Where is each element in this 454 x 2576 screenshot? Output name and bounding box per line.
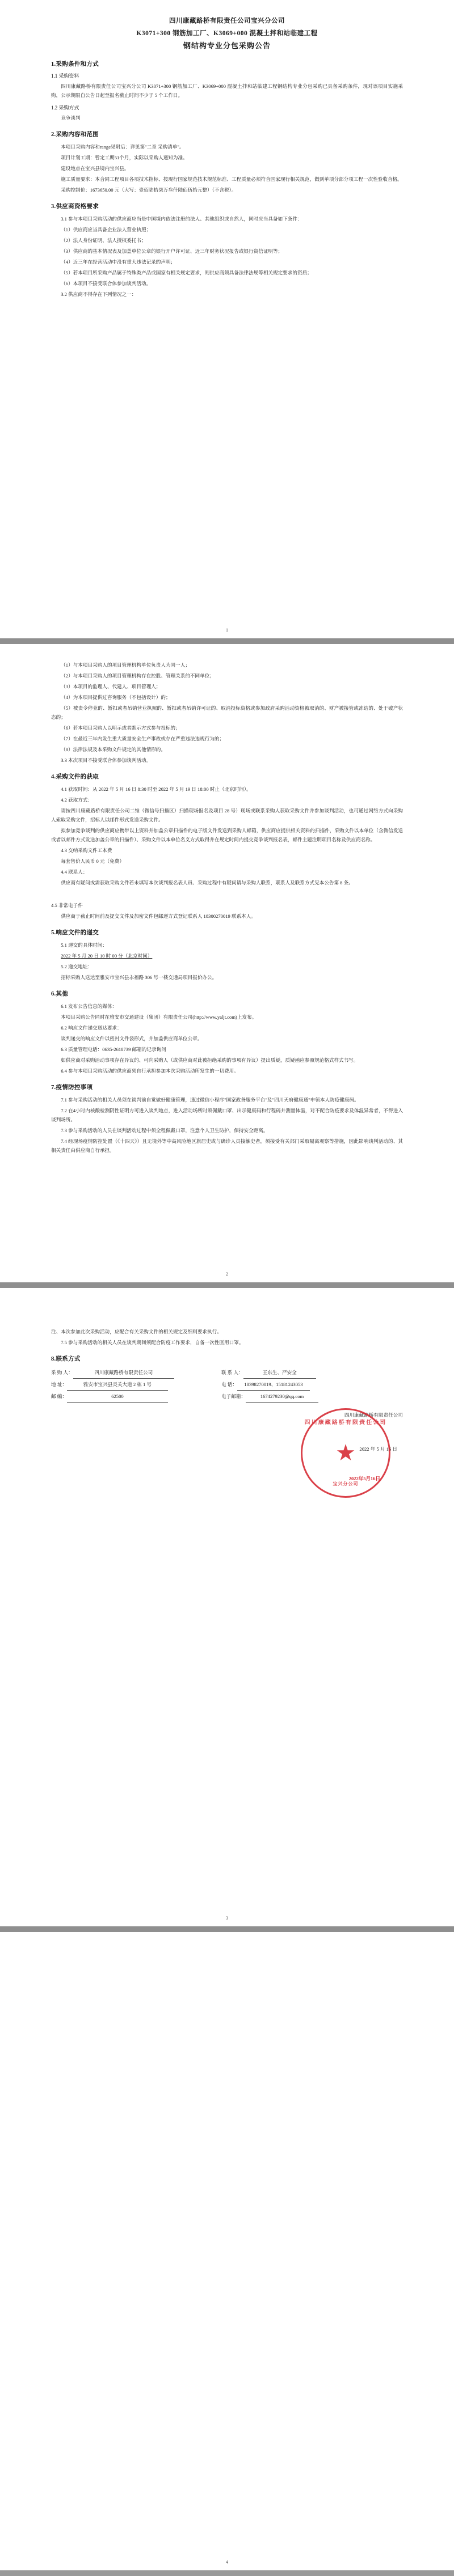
section-3-item-8: （8）法律法规及本采购文件规定的其他情形的。 (61, 747, 166, 752)
section-4-para-1: 4.1 获取时间：从 2022 年 5 月 16 日 8:30 时至 2022 年 5 月 19 日 18:00 时止（北京时间）。 (61, 786, 251, 792)
contact-label-address: 地 址： (51, 1382, 67, 1387)
section-4-para-8: 供应商有疑问或需获取采购文件若未填写本次谈判报名表人员、采购过程中有疑问请与采购人联系，联系人及联系方式见本公告第 8 条。 (61, 880, 354, 886)
section-3-item-5: （5）被责令停业的、暂扣或者吊销营业执照的、暂扣或者吊销许可证的、取消投标资格或参加政府采购活动资格被取消的、财产被接管或冻结的、处于破产状态的； (51, 705, 403, 720)
section-6-para-6: 如供应商对采购活动事项存在异议的、可向采购人（或供应商对此被拒绝采购的事项有异议）提出质疑，质疑函应参照规范格式样式书写。 (61, 1057, 359, 1063)
seal-star-icon: ★ (335, 1440, 356, 1465)
contact-value-phone: 18398270019、15181243053 (237, 1379, 310, 1391)
section-4-para-3: 请按四川康藏路桥有限责任公司二维（微信号扫描区）扫描现场报名及项目 28 号）现场或联系采购人获取采购文件并参加谈判活动，也可通过网络方式向采购人索取采购文件，招标人以邮件形式发送采购文件。 (51, 808, 403, 823)
section-3-para-6: （5）若本项目所采购产品属于特殊类产品或国家有相关规定要求，则供应商须具备法律法规等相关规定要求的资质； (61, 270, 312, 276)
subsection-1-2-para: 竞争谈判 (61, 115, 81, 121)
contact-value-purchaser: 四川康藏路桥有限责任公司 (73, 1367, 174, 1379)
section-4-para-6: 每套售价人民币 0 元（免费） (61, 858, 124, 864)
section-2-para-1: 本项目采购内容和range见附后：详见第"二章 采购清单"。 (61, 144, 184, 150)
section-7-para-2: 7.2 在4小时内核酸检测阴性证明方可进入谈判地点，进入活动场所时须佩戴口罩、出示健康码和行程码并测量体温，对不配合防疫要求及体温异常者，不得进入谈判场所。 (51, 1108, 403, 1122)
section-7-para-4: 7.4 经现场疫情防控处置（《十四天》）且无境外等中高风险地区旅居史或与确诊人员接触史者，须接受有关部门采取隔离观察等措施，因此影响谈判活动的、其相关责任由供应商自行承担。 (51, 1138, 403, 1153)
subsection-1-1-title: 1.1 采购资料 (51, 73, 79, 79)
title-line-2: K3071+300 钢筋加工厂、K3069+000 混凝土拌和站临建工程 (136, 30, 318, 37)
contact-label-person: 联 系 人： (221, 1370, 243, 1375)
section-5-para-3: 5.2 递交地址： (61, 964, 93, 969)
section-6-para-1: 6.1 发布公告信息的媒体： (61, 1003, 117, 1009)
section-4-para-2: 4.2 获取方式： (61, 797, 93, 803)
seal-bottom-text: 宝兴分公司 (333, 1481, 359, 1486)
section-6-para-3: 6.2 响应文件递交送达要求： (61, 1025, 122, 1031)
section-heading-6: 6.其他 (51, 991, 69, 997)
document-page-2 (0, 644, 454, 1282)
section-heading-3: 3.供应商资格要求 (51, 204, 99, 210)
section-2-para-3: 建设地点在宝兴县境内宝兴县。 (61, 166, 129, 171)
document-page-4 (0, 1932, 454, 2570)
contact-value-address: 雅安市宝兴县灵关大道 2 栋 1 号 (67, 1379, 168, 1391)
section-3-para-8: 3.2 供应商不得存在下列情况之一： (61, 291, 137, 297)
section-heading-8: 8.联系方式 (51, 1356, 81, 1362)
section-3-item-1: （1）与本项目采购人的项目管理机构单位负责人为同一人； (61, 662, 190, 668)
seal-date-text: 2022年5月16日 (348, 1476, 380, 1481)
signature-org: 四川康藏路桥有限责任公司 (344, 1412, 403, 1418)
section-3-item-4: （4）为本项目提供过咨询服务（不包括设计）的； (61, 694, 171, 700)
seal-top-text: 四川康藏路桥有限责任公司 (304, 1420, 387, 1426)
contact-value-email: 1674279230@qq.com (246, 1391, 318, 1403)
section-4-tail-2: 供应商于截止时间前及提交文件及加密文件包邮递方式登记联系人 18300270019 联系本人。 (61, 913, 256, 919)
contact-label-phone: 电 话： (221, 1382, 237, 1387)
section-3-item-7: （7）在最近三年内发生重大质量安全生产事故或存在严重违法违规行为的； (61, 736, 225, 742)
section-4-para-7: 4.4 联系人： (61, 869, 88, 875)
subsection-1-1-para: 四川康藏路桥有限责任公司宝兴分公司 K3071+300 钢筋加工厂、K3069+000 混凝土拌和站临建工程钢结构专业分包采购已具备采购条件，现对该项目实施采购，公示期限自公告日起至报名截止时间不少于 5 个工作日。 (51, 83, 403, 98)
section-4-para-4: 拟参加竞争谈判的供应商应携带以上资料并加盖公章扫描件的电子版文件发送到采购人邮箱，供应商应提供相关资料的扫描件，采购文件以本单位（含微信发送或者以邮件方式发送加盖公章的扫描件）、采购文件以本单位名义方式取得并在规定时间内提交竞争谈判报名表，邮件主题注明项目名称及供应商名称。 (51, 828, 403, 842)
section-heading-1: 1.采购条件和方式 (51, 61, 99, 67)
section-3-item-6: （6）若本项目采购人以明示或者默示方式参与投标的； (61, 725, 180, 731)
contact-label-email: 电子邮箱： (221, 1393, 246, 1399)
contact-row (51, 1367, 403, 1379)
section-4-para-5: 4.3 交纳采购文件工本费 (61, 848, 112, 853)
section-heading-5: 5.响应文件的递交 (51, 930, 99, 936)
signature-area (51, 1408, 403, 1516)
page-number-4: 4 (226, 2560, 228, 2565)
section-5-para-1: 5.1 递交的具体时间： (61, 942, 107, 948)
section-5-para-4: 招标采购人送达至雅安市宝兴县永福路 306 号一楼交通局项目报价办公。 (61, 975, 217, 980)
section-7-para-3: 7.3 参与采购活动的人员在谈判活动过程中须全程佩戴口罩，注意个人卫生防护，保持安全距离。 (61, 1128, 268, 1133)
title-line-1: 四川康藏路桥有限责任公司宝兴分公司 (169, 18, 285, 24)
contact-value-zip: 62500 (67, 1391, 168, 1403)
section-6-para-5: 6.3 质量管理电话：0635-2618739 邮箱的记录询问 (61, 1046, 166, 1052)
section-3-item-9: 3.3 本次项目不接受联合体参加谈判活动。 (61, 757, 152, 763)
document-page-3 (0, 1288, 454, 1926)
section-3-item-3: （3）本项目的监理人、代建人、项目管理人； (61, 684, 161, 689)
section-5-para-2: 2022 年 5 月 20 日 10 时 00 分（北京时间） (61, 953, 153, 959)
section-heading-2: 2.采购内容和范围 (51, 132, 99, 138)
section-4-tail-1: 4.5 非常电子件 (51, 903, 83, 908)
contact-label-purchaser: 采 购 人： (51, 1370, 73, 1375)
section-3-item-2: （2）与本项目采购人的项目管理机构存在控股、管理关系的不同单位； (61, 673, 215, 679)
contact-label-zip: 邮 编： (51, 1393, 67, 1399)
section-3-para-3: （2）法人身份证明、法人授权委托书； (61, 238, 146, 243)
section-7-para-5: 7.5 参与采购活动的相关人员在谈判期间须配合防疫工作要求，自备一次性医用口罩。 (61, 1340, 244, 1345)
document-title (51, 15, 403, 52)
contact-row (51, 1379, 403, 1391)
section-heading-4: 4.采购文件的获取 (51, 774, 99, 780)
section-heading-7: 7.疫情防控事项 (51, 1084, 93, 1091)
title-line-3: 钢结构专业分包采购公告 (183, 41, 271, 50)
section-2-para-4: 施工质量要求：本合同工程项目各项技术指标、按现行国家规范技术规范标准、工程质量必须符合国家现行相关规范，做到单项分部分项工程一次性验收合格。 (61, 176, 402, 182)
section-3-para-7: （6）本项目不接受联合体参加谈判活动。 (61, 281, 152, 286)
notes-tail: 注、本次参加此次采购活动，应配合有关采购文件的相关规定及细则要求执行。 (51, 1329, 222, 1334)
section-6-para-7: 6.4 参与本项目采购活动的供应商须自行承担参加本次采购活动所发生的一切费用。 (61, 1068, 239, 1074)
section-3-para-1: 3.1 参与本项目采购活动的供应商应当是中国境内依法注册的法人、其他组织或自然人，同时应当具备如下条件： (61, 216, 302, 222)
contact-value-person: 王东生、严安全 (243, 1367, 316, 1379)
document-page-1 (0, 0, 454, 638)
section-7-para-1: 7.1 参与采购活动的相关人员须在谈判前自觉做好健康管理，通过微信小程序"国家政务服务平台"及"四川天府健康通"申领本人防疫健康码。 (61, 1097, 359, 1103)
page-number-1: 1 (226, 628, 228, 633)
page-number-2: 2 (226, 1272, 228, 1277)
section-6-para-2: 本项目采购公告同时在雅安市交通建设（集团）有限责任公司(http://www.yaljt.com)上发布。 (61, 1014, 257, 1020)
contact-block (51, 1367, 403, 1403)
page-number-3: 3 (226, 1916, 228, 1921)
section-3-para-2: （1）供应商应当具备企业法人营业执照； (61, 227, 152, 232)
section-3-para-5: （4）近三年在经营活动中没有重大违法记录的声明； (61, 259, 176, 265)
section-2-para-5: 采购控制价：1673650.00 元（大写：壹佰陆拾柒万叁仟陆佰伍拾元整）（不含税）。 (61, 187, 237, 193)
subsection-1-2-title: 1.2 采购方式 (51, 105, 79, 111)
contact-row (51, 1391, 403, 1403)
section-6-para-4: 谈判递交的响应文件以密封文件袋形式，并加盖供应商单位公章。 (61, 1036, 203, 1041)
section-2-para-2: 项目计划工期：暂定工期51个月，实际以采购人通知为准。 (61, 155, 188, 160)
section-3-para-4: （3）供应商的基本情况表及加盖单位公章的银行开户许可证、近三年财务状况报告或银行资信证明等； (61, 248, 283, 254)
company-seal-icon (301, 1408, 390, 1498)
signature-date: 2022 年 5 月 16 日 (359, 1446, 397, 1452)
